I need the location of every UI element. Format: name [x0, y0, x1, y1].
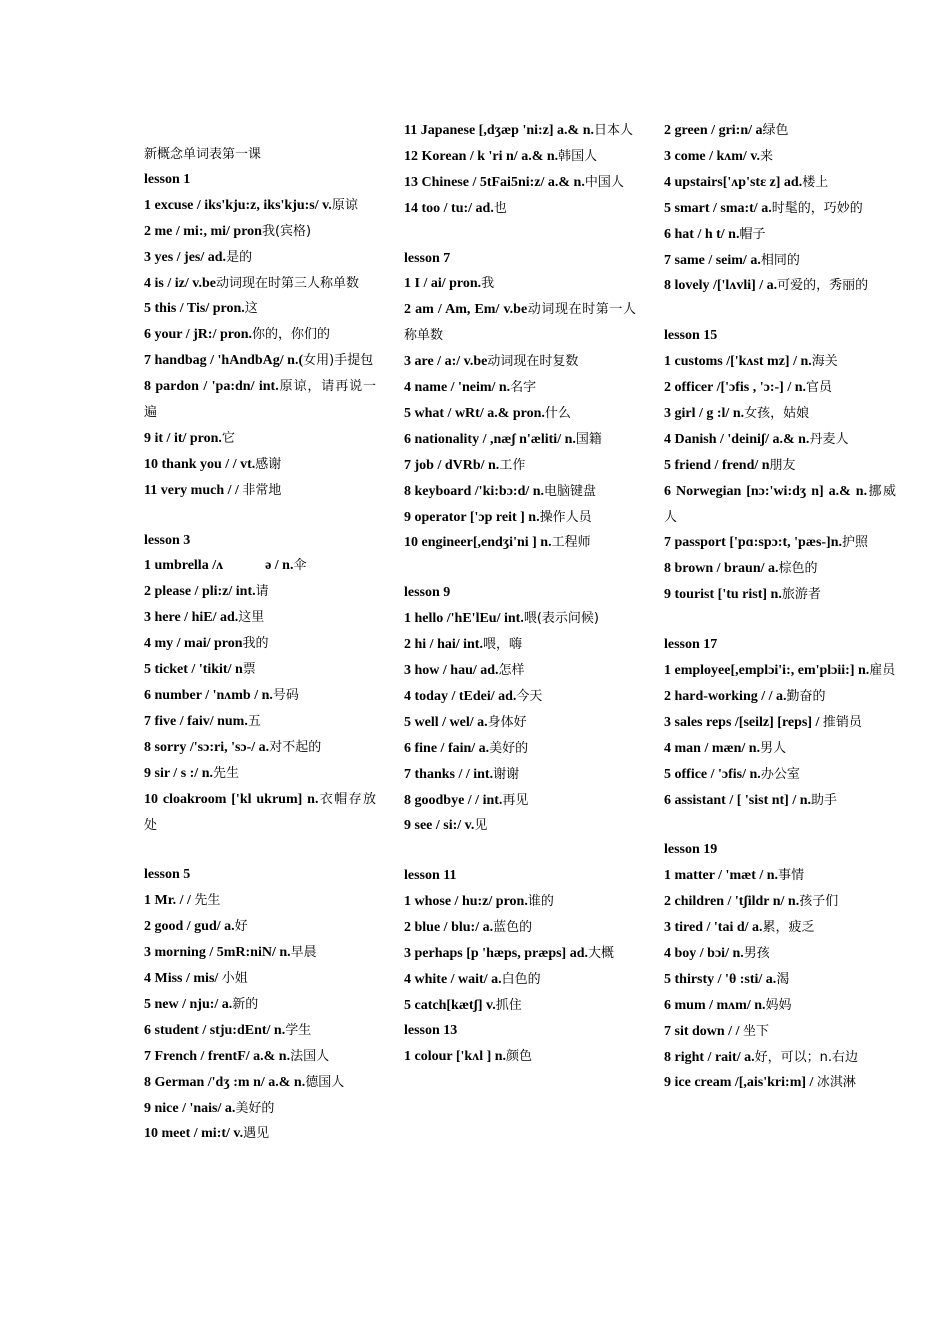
vocab-meaning: 推销员	[822, 714, 862, 730]
vocab-word: 9 operator ['ɔp reit ] n.	[404, 509, 540, 525]
vocab-word: 7 handbag / 'hAndbAg/ n.(	[144, 353, 304, 369]
vocab-entry	[404, 941, 636, 967]
vocab-entry	[664, 144, 896, 170]
vocab-meaning: 颜色	[506, 1048, 533, 1064]
vocab-word: 7 sit down / /	[664, 1023, 743, 1039]
vocab-meaning: 也	[493, 200, 507, 216]
vocab-meaning: 孩子们	[799, 894, 839, 910]
vocab-entry	[664, 1070, 896, 1096]
vocab-entry	[144, 348, 376, 374]
vocab-word: 2 hard-working / / a.	[664, 688, 787, 704]
vocab-entry	[664, 453, 896, 479]
vocab-meaning: 原谅	[331, 197, 358, 213]
vocab-meaning: 我	[481, 276, 495, 292]
vocab-entry	[664, 1019, 896, 1045]
vocab-entry	[144, 605, 376, 631]
vocab-meaning: 什么	[544, 405, 571, 421]
vocab-word: 9 it / it/ pron.	[144, 430, 222, 446]
vocab-meaning: 五	[247, 713, 261, 729]
spacer	[404, 556, 636, 581]
vocab-word: 5 this / Tis/ pron.	[144, 301, 245, 317]
vocab-word: 8 goodbye / / int.	[404, 792, 503, 808]
vocab-word: 3 here / hiE/ ad.	[144, 610, 239, 626]
vocab-word: 5 thirsty / 'θ :sti/ a.	[664, 971, 777, 987]
vocab-meaning: 伞	[293, 558, 307, 574]
vocab-word: 6 number / 'nʌmb / n.	[144, 688, 273, 704]
vocab-meaning: 新的	[232, 996, 259, 1012]
vocab-word: 9 see / si:/ v.	[404, 818, 475, 834]
vocab-meaning: 谢谢	[493, 766, 520, 782]
vocab-meaning: 累，疲乏	[762, 920, 815, 936]
vocab-meaning: 工程师	[551, 535, 591, 551]
vocab-word: 2 children / 'tʃildr n/ n.	[664, 894, 800, 910]
vocab-meaning: 见	[474, 818, 488, 834]
vocab-word: 8 pardon / 'pa:dn/ int.	[144, 379, 279, 395]
vocab-entry	[144, 709, 376, 735]
vocab-word: 6 fine / fain/ a.	[404, 740, 490, 756]
vocab-meaning: 丹麦人	[809, 431, 849, 447]
vocab-entry	[664, 889, 896, 915]
vocab-entry	[404, 170, 636, 196]
vocab-meaning: 早晨	[290, 945, 317, 961]
vocab-word: 14 too / tu:/ ad.	[404, 200, 494, 216]
vocab-meaning: 好，可以；n.右边	[754, 1049, 858, 1065]
vocab-word: 3 are / a:/ v.be	[404, 354, 488, 370]
vocab-meaning: 请	[255, 584, 269, 600]
lesson-heading: lesson 5	[144, 867, 191, 883]
vocab-entry	[664, 582, 896, 608]
vocab-entry	[664, 118, 896, 144]
vocab-meaning: 办公室	[760, 766, 800, 782]
vocab-entry	[664, 736, 896, 762]
vocab-meaning: 勤奋的	[786, 688, 826, 704]
vocab-meaning: 官员	[806, 380, 833, 396]
vocab-word: 6 assistant / [ 'sist nt] / n.	[664, 792, 812, 808]
vocab-word: 4 white / wait/ a.	[404, 971, 502, 987]
vocab-entry	[404, 632, 636, 658]
vocab-meaning: 女孩，姑娘	[744, 405, 810, 421]
vocab-word: 9 nice / 'nais/ a.	[144, 1100, 236, 1116]
vocab-meaning: 票	[242, 662, 256, 678]
vocab-word: 11 Japanese [,dʒæp 'ni:z] a.& n.	[404, 123, 594, 138]
vocab-column-3	[664, 118, 896, 1096]
vocab-meaning: 我(宾格)	[261, 223, 312, 239]
vocab-meaning: 国籍	[575, 431, 602, 447]
vocab-word: 6 student / stju:dEnt/ n.	[144, 1022, 286, 1038]
vocab-word: 7 French / frentF/ a.& n.	[144, 1048, 291, 1064]
vocab-entry	[664, 863, 896, 889]
vocab-entry	[144, 1096, 376, 1122]
vocab-entry	[664, 1045, 896, 1071]
vocab-entry	[144, 761, 376, 787]
vocab-meaning: 名字	[510, 380, 537, 396]
vocab-entry	[404, 1044, 636, 1070]
vocab-meaning: 事情	[778, 868, 805, 884]
vocab-meaning: 电脑键盘	[544, 483, 597, 499]
vocab-entry	[664, 684, 896, 710]
vocab-meaning: 谁的	[527, 894, 554, 910]
vocab-entry	[144, 193, 376, 219]
vocab-word: 4 upstairs['ʌp'stɛ z] ad.	[664, 174, 803, 190]
vocab-word: 1 umbrella /ʌ ə / n.	[144, 558, 294, 574]
vocab-entry	[144, 426, 376, 452]
vocab-word: 1 hello /'hE'lEu/ int.	[404, 611, 524, 627]
vocab-meaning: 是的	[226, 249, 253, 265]
vocab-word: 1 employee[,emplɔi'i:, em'plɔii:] n.	[664, 663, 870, 678]
vocab-entry	[144, 940, 376, 966]
vocab-word: 4 Miss / mis/	[144, 970, 222, 986]
vocab-entry	[144, 271, 376, 297]
vocab-entry	[664, 658, 896, 684]
vocab-word: 9 tourist ['tu rist] n.	[664, 587, 782, 603]
vocab-meaning: 你的，你们的	[252, 327, 331, 343]
vocab-entry	[404, 297, 636, 349]
vocab-entry	[664, 273, 896, 299]
vocab-entry	[664, 479, 896, 531]
vocab-word: 3 sales reps /[seilz] [reps] /	[664, 714, 823, 730]
vocab-word: 2 blue / blu:/ a.	[404, 920, 494, 936]
vocab-word: 9 sir / s :/ n.	[144, 765, 213, 781]
vocab-meaning: 原谅，请再说一遍	[144, 379, 376, 421]
vocab-entry	[144, 1018, 376, 1044]
vocab-entry	[144, 296, 376, 322]
vocab-meaning: 美好的	[489, 740, 529, 756]
vocab-entry	[144, 787, 376, 839]
vocab-word: 9 ice cream /[,ais'kri:m] /	[664, 1075, 817, 1091]
vocab-meaning: 美好的	[235, 1100, 275, 1116]
vocab-meaning: 男人	[760, 740, 787, 756]
vocab-entry	[664, 170, 896, 196]
vocab-word: 3 yes / jes/ ad.	[144, 249, 227, 265]
lesson-heading: lesson 15	[664, 328, 718, 344]
vocab-meaning: 护照	[842, 535, 869, 551]
vocab-entry	[664, 222, 896, 248]
vocab-entry	[144, 1121, 376, 1147]
vocab-word: 13 Chinese / 5tFai5ni:z/ a.& n.	[404, 174, 585, 190]
vocab-word: 6 mum / mʌm/ n.	[664, 997, 766, 1013]
vocab-entry	[144, 219, 376, 245]
vocab-word: 2 officer /['ɔfis , 'ɔ:-] / n.	[664, 380, 807, 396]
vocab-entry	[664, 427, 896, 453]
vocab-word: 7 passport ['pɑ:spɔ:t, 'pæs-]n.	[664, 535, 843, 551]
vocab-meaning: 再见	[502, 792, 529, 808]
vocab-meaning: 助手	[811, 792, 838, 808]
vocab-word: 6 hat / h t/ n.	[664, 226, 740, 242]
spacer	[404, 839, 636, 864]
vocab-entry	[404, 813, 636, 839]
vocab-word: 4 name / 'neim/ n.	[404, 380, 511, 396]
vocab-meaning: 大概	[588, 945, 615, 961]
vocab-entry	[664, 401, 896, 427]
vocab-meaning: 法国人	[290, 1048, 330, 1064]
vocab-entry	[144, 966, 376, 992]
vocab-word: 4 today / tEdei/ ad.	[404, 688, 517, 704]
vocab-meaning: 今天	[516, 688, 543, 704]
vocab-word: 6 nationality / ,næʃ n'æliti/ n.	[404, 431, 576, 447]
vocab-meaning: 中国人	[584, 174, 624, 190]
vocab-meaning: 朋友	[769, 457, 796, 473]
vocab-word: 12 Korean / k 'ri n/ a.& n.	[404, 148, 559, 164]
vocab-entry	[144, 322, 376, 348]
vocab-word: 1 I / ai/ pron.	[404, 276, 482, 292]
vocab-meaning: 来	[760, 148, 774, 164]
vocab-meaning: 渴	[776, 971, 790, 987]
vocab-word: 7 job / dVRb/ n.	[404, 457, 500, 473]
vocab-entry	[404, 967, 636, 993]
vocab-word: 3 how / hau/ ad.	[404, 663, 499, 678]
vocab-entry	[664, 941, 896, 967]
vocab-entry	[404, 788, 636, 814]
vocab-meaning: 这	[244, 301, 258, 317]
lesson-heading: lesson 13	[404, 1022, 458, 1038]
vocab-word: 1 matter / 'mæt / n.	[664, 868, 779, 884]
vocab-word: 8 keyboard /'ki:bɔ:d/ n.	[404, 483, 545, 499]
vocab-entry	[664, 530, 896, 556]
vocab-entry	[404, 915, 636, 941]
vocab-meaning: 它	[221, 430, 235, 446]
vocab-word: 5 well / wel/ a.	[404, 714, 488, 730]
vocab-meaning: 韩国人	[558, 148, 598, 164]
vocab-meaning: 操作人员	[539, 509, 592, 525]
vocab-entry	[664, 196, 896, 222]
vocab-meaning: 绿色	[762, 123, 789, 138]
lesson-heading: lesson 3	[144, 532, 191, 548]
vocab-entry	[144, 1044, 376, 1070]
vocab-word: 2 please / pli:z/ int.	[144, 584, 256, 600]
spacer	[664, 299, 896, 324]
vocab-entry	[144, 992, 376, 1018]
vocab-entry	[144, 579, 376, 605]
vocab-word: 2 am / Am, Em/ v.be	[404, 302, 528, 318]
vocab-entry	[144, 683, 376, 709]
vocab-entry	[664, 349, 896, 375]
vocab-word: 5 what / wRt/ a.& pron.	[404, 405, 545, 421]
vocab-entry	[144, 245, 376, 271]
vocab-entry	[404, 427, 636, 453]
vocab-word: 1 Mr. / /	[144, 893, 195, 909]
vocab-entry	[404, 401, 636, 427]
vocab-word: 3 come / kʌm/ v.	[664, 148, 761, 164]
vocab-word: 3 perhaps [p 'hæps, præps] ad.	[404, 945, 588, 961]
vocab-word: 3 morning / 5mR:niN/ n.	[144, 945, 291, 961]
vocab-entry	[404, 196, 636, 222]
vocab-meaning: 棕色的	[778, 561, 818, 577]
vocab-word: 3 girl / g :l/ n.	[664, 405, 745, 421]
vocab-entry	[404, 710, 636, 736]
vocab-column-2	[404, 118, 636, 1069]
vocab-meaning: 楼上	[802, 174, 829, 190]
page-title: 新概念单词表第一课	[144, 147, 262, 162]
vocab-word: 1 customs /['kʌst mz] / n.	[664, 354, 812, 370]
vocab-meaning: 工作	[499, 457, 526, 473]
vocab-word: 1 whose / hu:z/ pron.	[404, 894, 528, 910]
vocab-meaning: 抓住	[495, 997, 522, 1013]
vocab-entry	[664, 375, 896, 401]
vocab-entry	[664, 762, 896, 788]
vocab-word: 5 ticket / 'tikit/ n	[144, 662, 243, 678]
vocab-meaning: 海关	[811, 354, 838, 370]
vocab-word: 5 new / nju:/ a.	[144, 996, 233, 1012]
vocab-meaning: 日本人	[594, 123, 634, 138]
vocab-column-1	[144, 143, 376, 1147]
vocab-word: 5 smart / sma:t/ a.	[664, 200, 772, 216]
vocab-meaning: 喂(表示问候)	[523, 611, 599, 627]
spacer	[144, 504, 376, 529]
vocab-entry	[144, 452, 376, 478]
vocab-meaning: 喂，嗨	[482, 637, 522, 653]
vocab-entry	[404, 606, 636, 632]
lesson-heading: lesson 9	[404, 585, 451, 601]
vocab-word: 7 five / faiv/ num.	[144, 713, 248, 729]
vocab-meaning: 帽子	[739, 226, 766, 242]
vocab-entry	[664, 967, 896, 993]
lesson-heading: lesson 7	[404, 250, 451, 266]
vocab-word: 2 green / gri:n/ a	[664, 123, 763, 138]
vocab-word: 2 good / gud/ a.	[144, 919, 235, 935]
vocab-word: 8 brown / braun/ a.	[664, 561, 779, 577]
lesson-heading: lesson 1	[144, 171, 191, 187]
vocab-meaning: 女用)手提包	[303, 353, 374, 369]
vocab-entry	[404, 658, 636, 684]
vocab-meaning: 动词现在时复数	[487, 354, 579, 370]
vocab-entry	[404, 375, 636, 401]
vocab-meaning: 小姐	[221, 970, 248, 986]
vocab-word: 4 boy / bɔi/ n.	[664, 945, 744, 961]
vocab-word: 10 cloakroom ['kl ukrum] n.	[144, 791, 319, 807]
vocab-meaning: 好	[234, 919, 248, 935]
vocab-word: 4 Danish / 'deiniʃ/ a.& n.	[664, 431, 810, 447]
lesson-heading: lesson 17	[664, 637, 718, 653]
vocab-word: 4 is / iz/ v.be	[144, 275, 216, 291]
vocab-word: 8 sorry /'sɔ:ri, 'sɔ-/ a.	[144, 739, 270, 755]
spacer	[144, 838, 376, 863]
vocab-meaning: 我的	[242, 636, 269, 652]
vocab-entry	[664, 915, 896, 941]
vocab-word: 5 catch[kætʃ] v.	[404, 997, 496, 1013]
vocab-entry	[404, 453, 636, 479]
vocab-meaning: 蓝色的	[493, 920, 533, 936]
vocab-meaning: 男孩	[743, 945, 770, 961]
vocab-word: 4 my / mai/ pron	[144, 636, 243, 652]
vocab-meaning: 怎样	[498, 663, 525, 678]
vocab-meaning: 先生	[212, 765, 239, 781]
vocab-word: 1 excuse / iks'kju:z, iks'kju:s/ v.	[144, 197, 332, 213]
vocab-entry	[404, 684, 636, 710]
vocab-meaning: 旅游者	[781, 587, 821, 603]
vocab-meaning: 时髦的，巧妙的	[771, 200, 863, 216]
vocab-entry	[404, 530, 636, 556]
vocab-word: 2 me / mi:, mi/ pron	[144, 223, 262, 239]
vocab-meaning: 对不起的	[269, 739, 322, 755]
vocab-meaning: 坐下	[742, 1023, 769, 1039]
spacer	[404, 222, 636, 247]
vocab-entry	[404, 479, 636, 505]
vocab-word: 7 same / seim/ a.	[664, 252, 761, 268]
vocab-entry	[664, 710, 896, 736]
vocab-word: 5 friend / frend/ n	[664, 457, 770, 473]
vocab-meaning: 白色的	[501, 971, 541, 987]
vocab-entry	[404, 762, 636, 788]
vocab-entry	[144, 478, 376, 504]
vocab-entry	[144, 553, 376, 579]
lesson-heading: lesson 11	[404, 868, 457, 884]
vocab-entry	[144, 888, 376, 914]
vocab-meaning: 妈妈	[765, 997, 792, 1013]
vocab-word: 1 colour ['kʌl ] n.	[404, 1048, 507, 1064]
vocab-entry	[404, 993, 636, 1019]
vocab-word: 6 your / jR:/ pron.	[144, 327, 252, 343]
vocab-meaning: 学生	[285, 1022, 312, 1038]
vocab-entry	[144, 374, 376, 426]
vocab-word: 2 hi / hai/ int.	[404, 637, 483, 653]
spacer	[664, 813, 896, 838]
vocab-entry	[144, 631, 376, 657]
vocab-word: 5 office / 'ɔfis/ n.	[664, 766, 761, 782]
vocab-word: 6 Norwegian [nɔ:'wi:dʒ n] a.& n.	[664, 483, 868, 499]
lesson-heading: lesson 19	[664, 842, 718, 858]
vocab-word: 8 German /'dʒ :m n/ a.& n.	[144, 1074, 306, 1090]
vocab-meaning: 雇员	[869, 663, 896, 678]
vocab-word: 10 meet / mi:t/ v.	[144, 1126, 244, 1142]
vocab-entry	[144, 1070, 376, 1096]
vocab-entry	[404, 271, 636, 297]
vocab-word: 10 engineer[,endʒi'ni ] n.	[404, 535, 552, 551]
vocab-entry	[664, 248, 896, 274]
vocab-entry	[664, 993, 896, 1019]
vocab-meaning: 这里	[238, 610, 265, 626]
vocab-entry	[144, 914, 376, 940]
vocab-meaning: 动词现在时第三人称单数	[215, 275, 359, 291]
vocab-meaning: 遇见	[243, 1126, 270, 1142]
vocab-entry	[664, 556, 896, 582]
vocab-meaning: 可爱的，秀丽的	[777, 278, 869, 294]
vocab-meaning: 号码	[272, 688, 299, 704]
vocab-meaning: 冰淇淋	[816, 1075, 856, 1091]
vocab-word: 4 man / mæn/ n.	[664, 740, 761, 756]
vocab-entry	[404, 736, 636, 762]
vocab-meaning: 身体好	[487, 714, 527, 730]
vocab-entry	[144, 657, 376, 683]
vocab-word: 10 thank you / / vt.	[144, 456, 256, 472]
spacer	[664, 608, 896, 633]
vocab-entry	[404, 118, 636, 144]
vocab-word: 7 thanks / / int.	[404, 766, 494, 782]
vocab-entry	[404, 889, 636, 915]
vocab-entry	[144, 735, 376, 761]
vocab-word: 8 right / rait/ a.	[664, 1049, 755, 1065]
vocab-meaning: 动词现在时第一人称单数	[404, 302, 636, 344]
vocab-word: 11 very much / /	[144, 482, 243, 498]
vocab-entry	[404, 144, 636, 170]
vocab-meaning: 感谢	[255, 456, 282, 472]
vocab-meaning: 相同的	[760, 252, 800, 268]
vocab-entry	[404, 505, 636, 531]
vocab-meaning: 先生	[194, 893, 221, 909]
vocab-entry	[404, 349, 636, 375]
vocab-meaning: 非常地	[242, 482, 282, 498]
vocab-entry	[664, 788, 896, 814]
vocab-meaning: 衣帽存放处	[144, 791, 376, 833]
vocab-meaning: 德国人	[305, 1074, 345, 1090]
vocab-meaning: 挪威人	[664, 483, 896, 525]
vocab-word: 3 tired / 'tai d/ a.	[664, 920, 763, 936]
vocab-word: 8 lovely /['lʌvli] / a.	[664, 278, 778, 294]
